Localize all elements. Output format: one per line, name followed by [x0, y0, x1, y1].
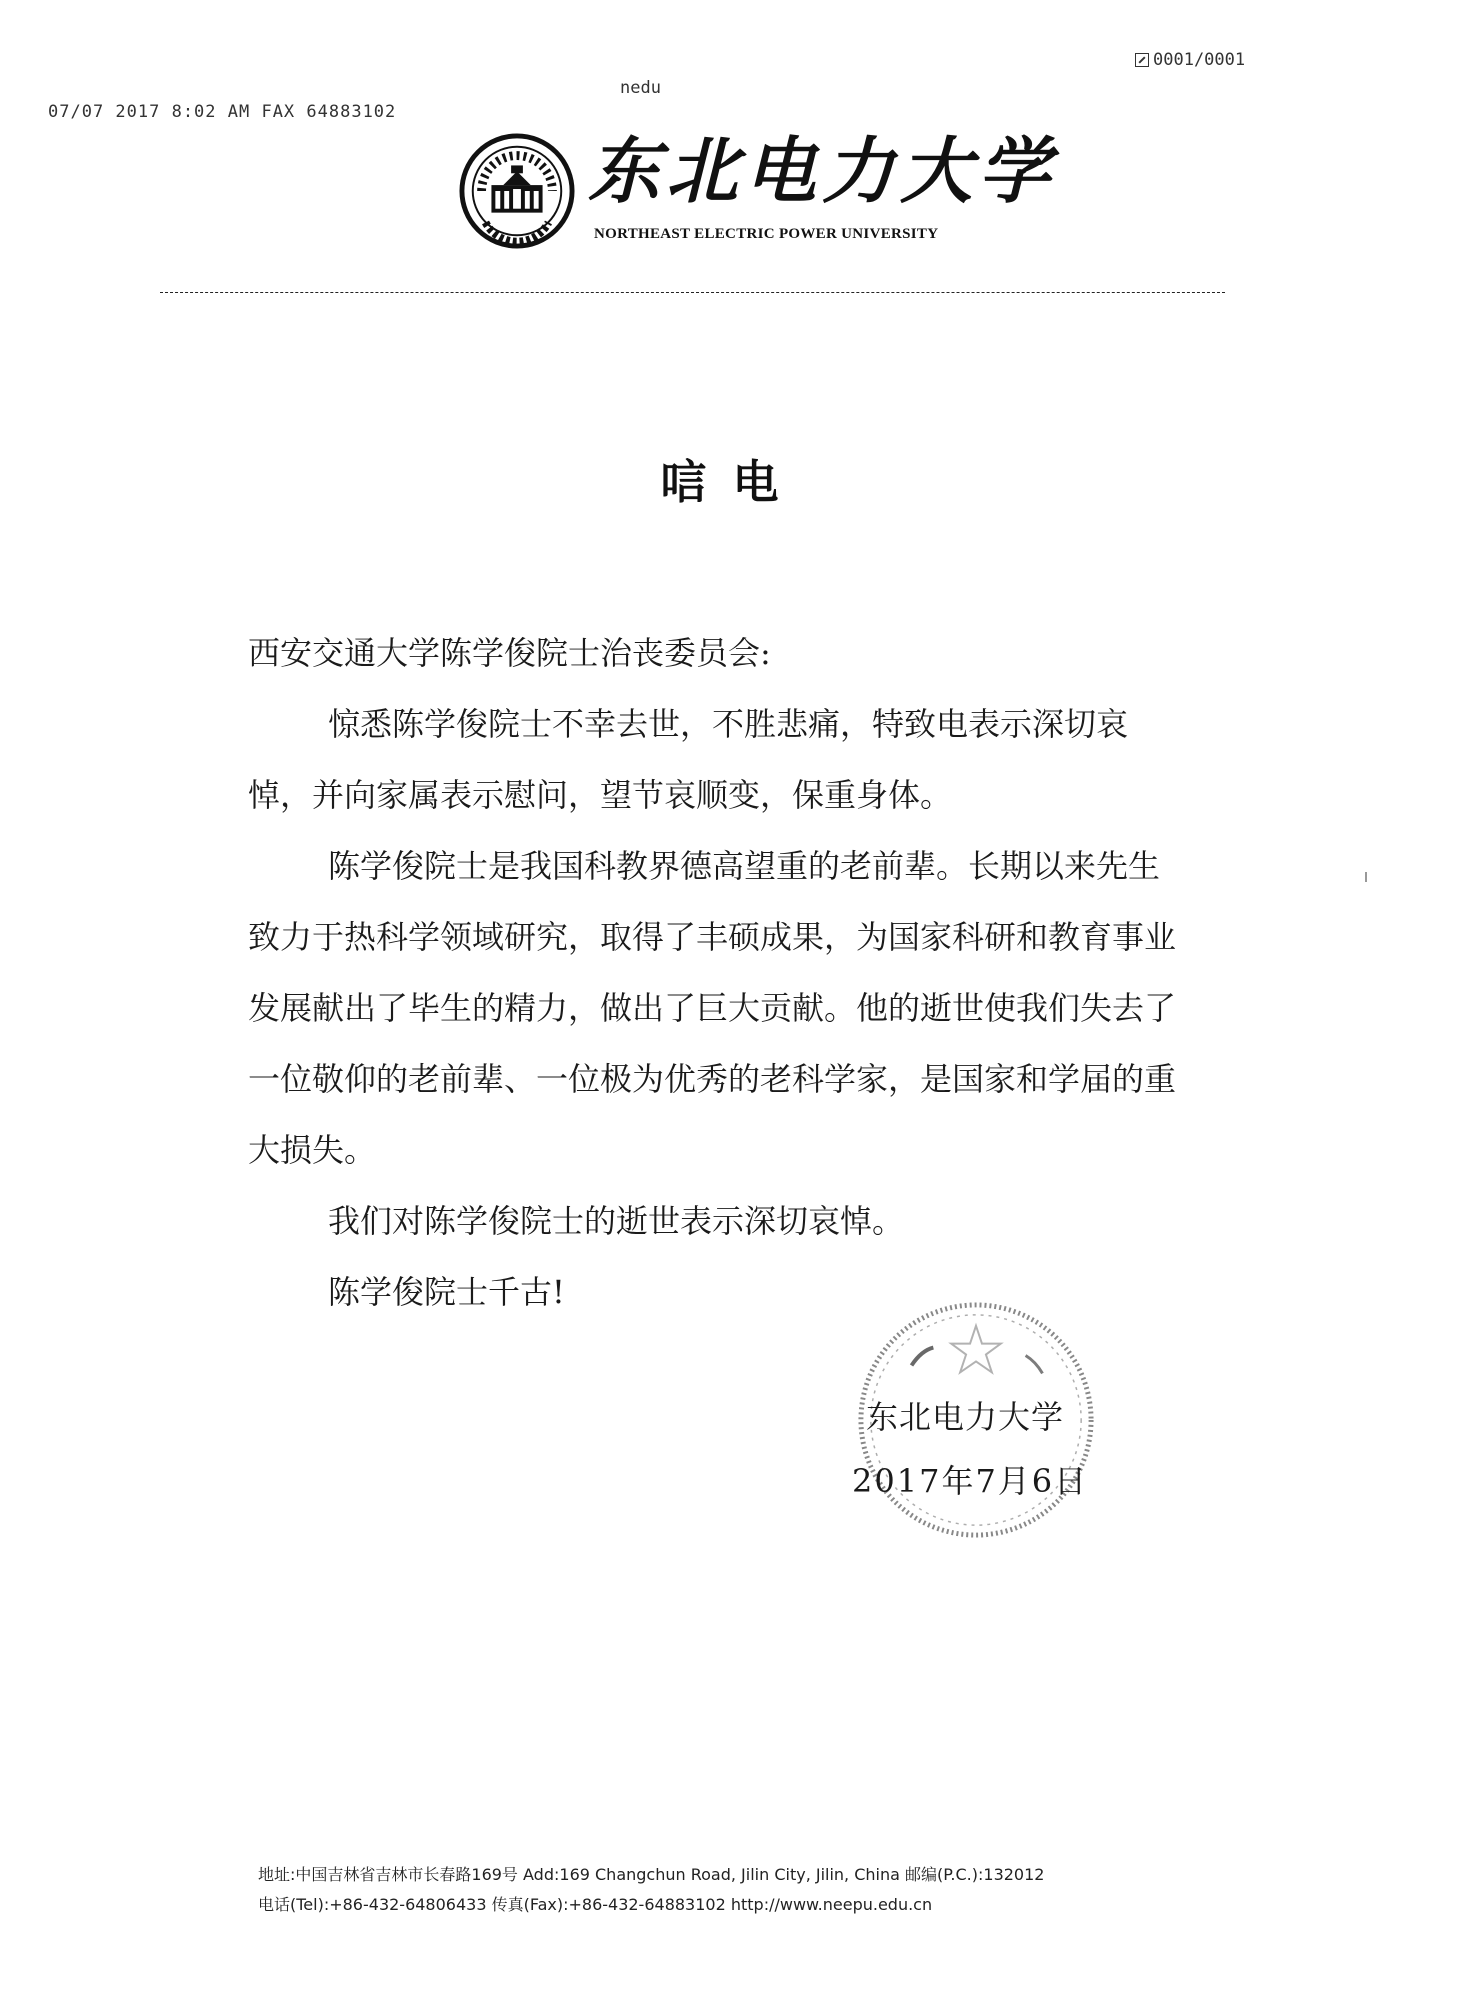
letterhead-footer	[258, 1860, 1258, 1920]
fax-timestamp: 07/07 2017 8:02 AM FAX 64883102	[48, 102, 397, 122]
university-emblem-icon	[458, 132, 576, 250]
signature-organization: 东北电力大学	[866, 1398, 1065, 1436]
scan-artifact	[1365, 872, 1367, 882]
university-name-cn: 东北电力大学	[588, 128, 1057, 213]
fax-sender-id: nedu	[620, 78, 661, 98]
footer-contact: 电话(Tel):+86-432-64806433 传真(Fax):+86-432-64883102 http://www.neepu.edu.cn	[258, 1895, 933, 1914]
signature-date: 2017年7月6日	[852, 1462, 1089, 1500]
letter-paragraph: 我们对陈学俊院士的逝世表示深切哀悼。	[328, 1202, 905, 1240]
footer-address: 地址:中国吉林省吉林市长春路169号 Add:169 Changchun Road, Jilin City, Jilin, China 邮编(P.C.):132012	[258, 1865, 1045, 1884]
letterhead-divider	[160, 292, 1225, 293]
fax-page-count	[1135, 50, 1245, 70]
checkbox-mark-icon	[1135, 53, 1149, 67]
letter-paragraph: 陈学俊院士是我国科教界德高望重的老前辈。长期以来先生致力于热科学领域研究，取得了丰硕成果，为国家科研和教育事业发展献出了毕生的精力，做出了巨大贡献。他的逝世使我们失去了一位敬仰的老前辈、一位极为优秀的老科学家，是国家和学届的重大损失。	[248, 847, 1177, 1169]
letter-paragraph: 陈学俊院士千古!	[328, 1273, 565, 1311]
fax-page-count-text: 0001/0001	[1153, 50, 1246, 70]
university-name-en: NORTHEAST ELECTRIC POWER UNIVERSITY	[594, 226, 939, 242]
letter-salutation: 西安交通大学陈学俊院士治丧委员会:	[248, 634, 771, 672]
letter-title: 唁电	[660, 455, 805, 509]
letter-body	[248, 618, 1178, 1328]
letter-paragraph: 惊悉陈学俊院士不幸去世，不胜悲痛，特致电表示深切哀悼，并向家属表示慰问，望节哀顺变，保重身体。	[248, 705, 1129, 814]
